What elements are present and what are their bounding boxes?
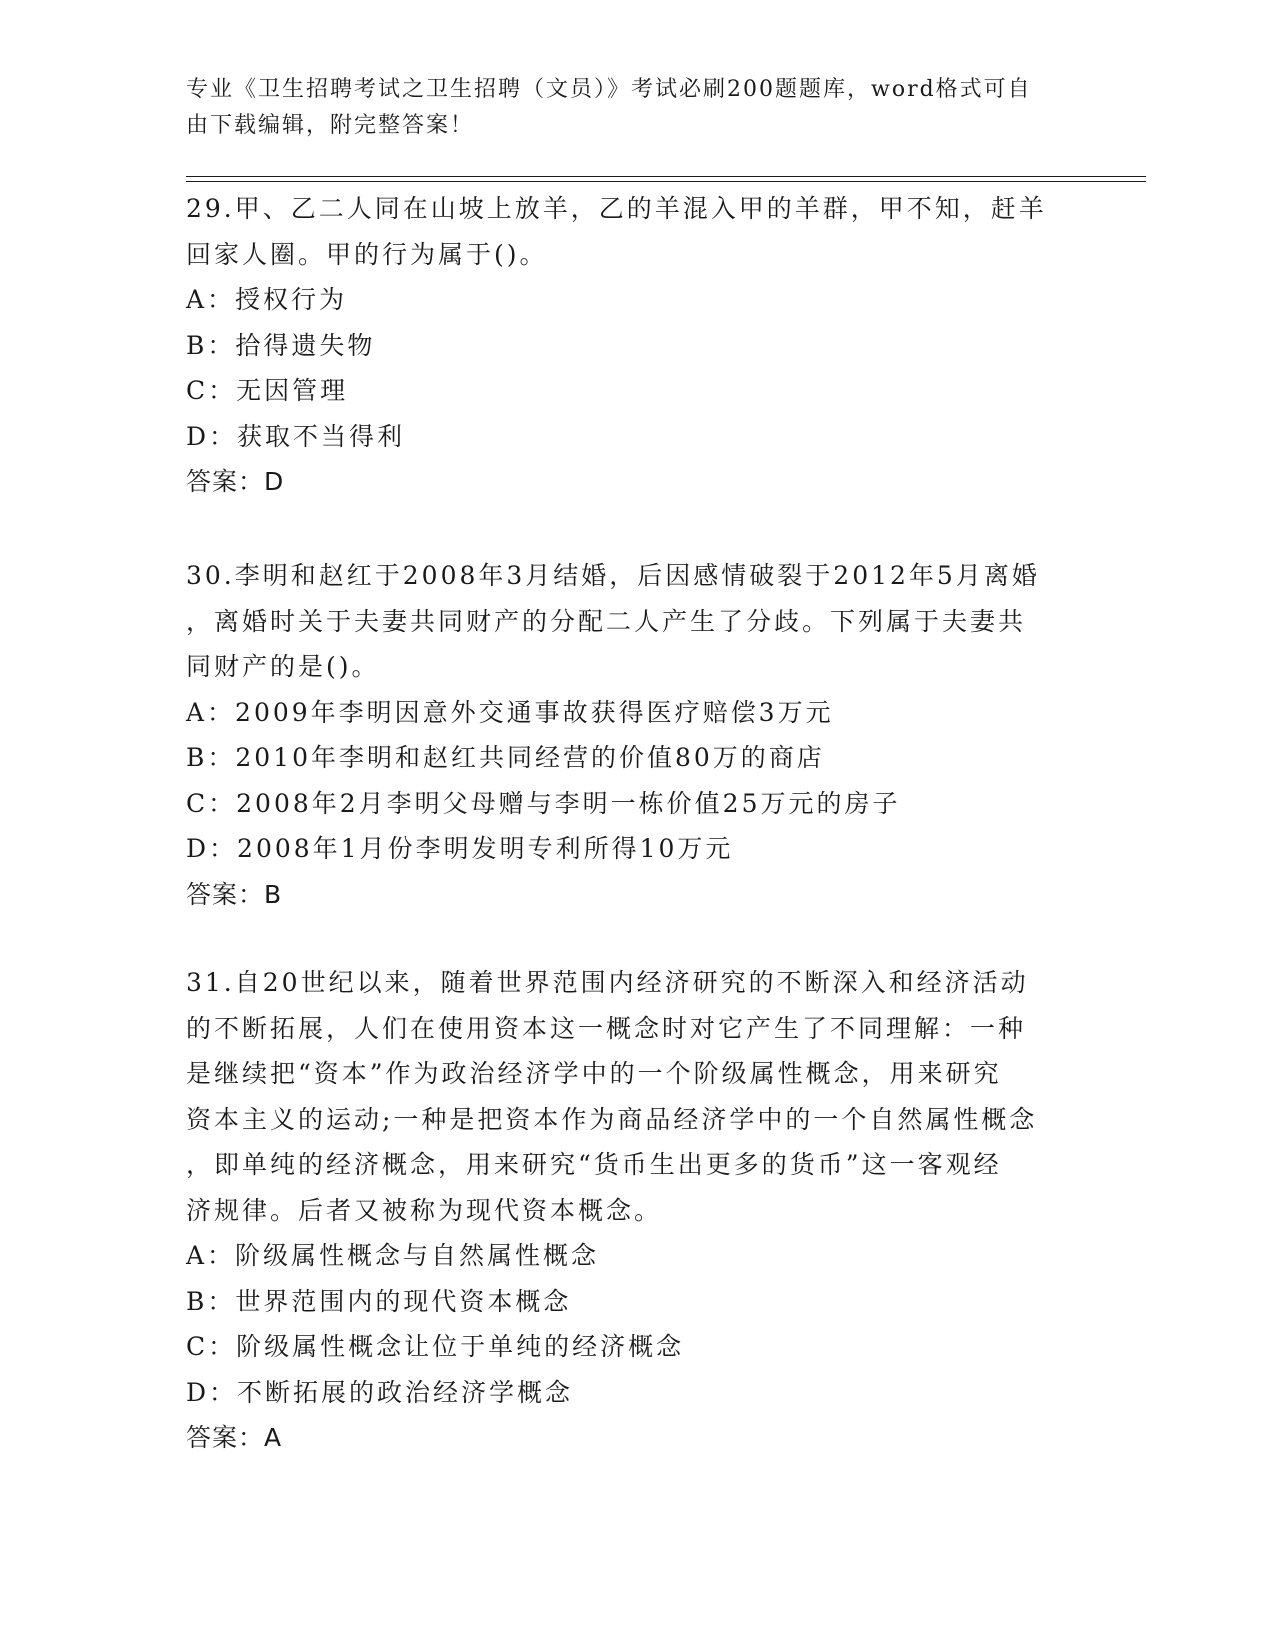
option-a: A：2009年李明因意外交通事故获得医疗赔偿3万元 [186, 697, 834, 727]
question-stem-line: 是继续把“资本”作为政治经济学中的一个阶级属性概念，用来研究 [186, 1059, 1002, 1088]
question-31 [186, 960, 1076, 1461]
answer-line: 答案：B [186, 879, 283, 909]
header-divider-top [186, 176, 1146, 177]
option-c: C：无因管理 [186, 376, 349, 405]
header-divider-bottom [186, 181, 1146, 182]
option-d: D：获取不当得利 [186, 421, 406, 451]
question-stem-line: ，离婚时关于夫妻共同财产的分配二人产生了分歧。下列属于夫妻共 [186, 606, 1027, 636]
question-stem-line: 资本主义的运动;一种是把资本作为商品经济学中的一个自然属性概念 [186, 1104, 1038, 1134]
question-stem-line: 30.李明和赵红于2008年3月结婚，后因感情破裂于2012年5月离婚 [186, 561, 1040, 590]
question-stem-line: ，即单纯的经济概念，用来研究“货币生出更多的货币”这一客观经 [186, 1150, 1002, 1179]
header-line-2: 由下载编辑，附完整答案！ [186, 113, 475, 138]
header-line-1: 专业《卫生招聘考试之卫生招聘（文员）》考试必刷200题题库，word格式可自 [186, 77, 1032, 102]
option-a: A：阶级属性概念与自然属性概念 [186, 1241, 600, 1270]
question-stem-line: 的不断拓展，人们在使用资本这一概念时对它产生了不同理解：一种 [186, 1013, 1027, 1043]
option-c: C：2008年2月李明父母赠与李明一栋价值25万元的房子 [186, 788, 901, 818]
question-stem-line: 济规律。后者又被称为现代资本概念。 [186, 1195, 663, 1225]
answer-line: 答案：D [186, 467, 285, 496]
question-stem-line: 29.甲、乙二人同在山坡上放羊，乙的羊混入甲的羊群，甲不知，赶羊 [186, 194, 1047, 223]
option-a: A：授权行为 [186, 285, 348, 314]
question-stem-line: 31.自20世纪以来，随着世界范围内经济研究的不断深入和经济活动 [186, 968, 1029, 997]
question-stem-line: 同财产的是()。 [186, 652, 380, 681]
question-29 [186, 186, 1076, 505]
answer-line: 答案：A [186, 1423, 283, 1452]
document-header [186, 72, 1066, 144]
question-30 [186, 553, 1076, 917]
option-b: B：世界范围内的现代资本概念 [186, 1286, 572, 1316]
option-d: D：不断拓展的政治经济学概念 [186, 1377, 574, 1407]
option-d: D：2008年1月份李明发明专利所得10万元 [186, 834, 734, 863]
option-c: C：阶级属性概念让位于单纯的经济概念 [186, 1332, 685, 1361]
option-b: B：拾得遗失物 [186, 330, 376, 360]
option-b: B：2010年李明和赵红共同经营的价值80万的商店 [186, 743, 825, 772]
question-stem-line: 回家人圈。甲的行为属于()。 [186, 239, 548, 269]
